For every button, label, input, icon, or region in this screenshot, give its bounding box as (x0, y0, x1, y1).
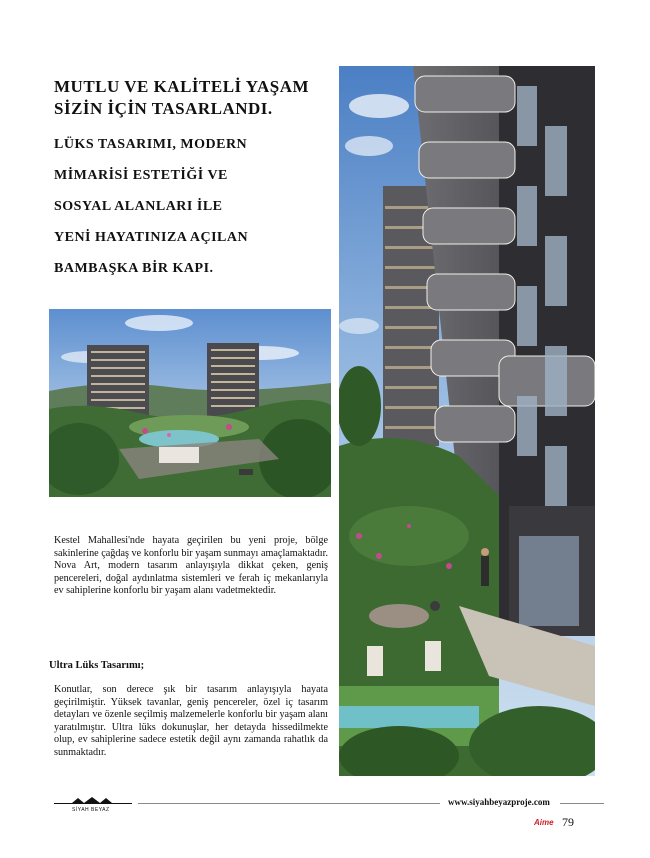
page-number: 79 (562, 815, 574, 829)
subtitle-line: SOSYAL ALANLARI İLE (54, 199, 223, 214)
subtitle-line: YENİ HAYATINIZA AÇILAN (54, 230, 249, 245)
aime-brand-logo: Aime (534, 818, 554, 827)
logo-text: SİYAH BEYAZ (72, 807, 110, 813)
footer-divider (138, 803, 440, 804)
heading-line-2: SİZİN İÇİN TASARLANDI. (54, 99, 273, 118)
intro-paragraph: Kestel Mahallesi'nde hayata geçirilen bu yeni proje, bölge sakinlerine çağdaş ve konforlu bir yaşam sunmayı amaçlamaktadır. Nova Art, modern tasarım anlayışıyla dikkat çeken, geniş pencereleri, doğal aydınlatma sistemleri ve ferah iç mekanlarıyla ev sahiplerine konforlu bir yaşam alanı vadetmektedir. (54, 535, 328, 596)
footer-divider-right (560, 803, 604, 804)
heading-subtitle (54, 129, 324, 284)
page-heading (54, 76, 324, 284)
website-url[interactable]: www.siyahbeyazproje.com (448, 797, 550, 807)
building-facade-photo (339, 66, 595, 776)
heading-line-1: MUTLU VE KALİTELİ YAŞAM (54, 77, 310, 96)
subtitle-line: MİMARİSİ ESTETİĞİ VE (54, 168, 228, 183)
subtitle-line: BAMBAŞKA BİR KAPI. (54, 261, 214, 276)
section-subheading: Ultra Lüks Tasarımı; (49, 660, 145, 671)
design-paragraph: Konutlar, son derece şık bir tasarım anlayışıyla hayata geçirilmiştir. Yüksek tavanlar, geniş pencereler, özel iç tasarım detayları ve özenle seçilmiş malzemelerle konforlu bir yaşam alanı yaratılmıştır. Ultra lüks dokunuşlar, her detayda hissedilmekte olup, ev sahiplerine sadece estetik değil aynı zamanda rahatlık da sunmaktadır. (54, 684, 328, 758)
aerial-project-photo (49, 309, 331, 497)
subtitle-line: LÜKS TASARIMI, MODERN (54, 137, 248, 152)
